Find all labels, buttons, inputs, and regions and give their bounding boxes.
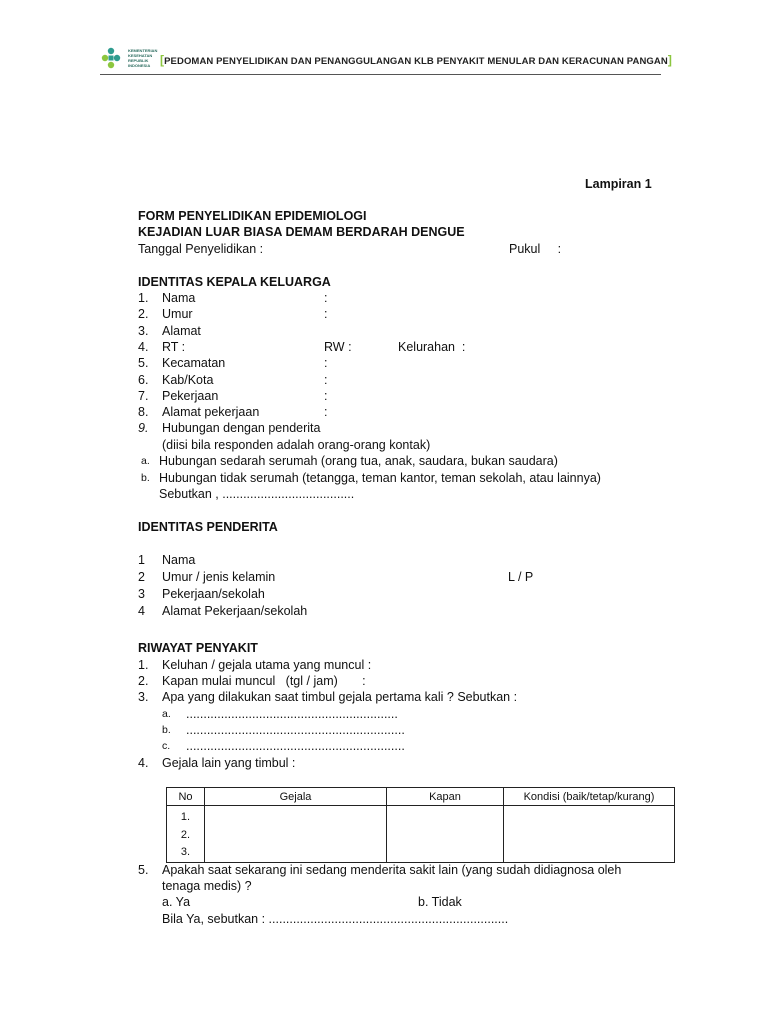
header-title (160, 53, 672, 67)
list-item-num: 5. (138, 863, 149, 877)
list-item-label: Pekerjaan (162, 389, 219, 403)
list-item-num: 4 (138, 604, 145, 618)
header-title-text: PEDOMAN PENYELIDIKAN DAN PENANGGULANGAN KLB PENYAKIT MENULAR DAN KERACUNAN PANGAN (164, 56, 668, 67)
table-header-no: No (167, 788, 205, 806)
table-header-kapan: Kapan (387, 788, 504, 806)
option-tidak: b. Tidak (418, 895, 462, 909)
list-item-colon: : (324, 405, 328, 419)
table-header-row (167, 788, 675, 806)
table-cell-no (167, 806, 205, 863)
list-item-label: Keluhan / gejala utama yang muncul : (162, 658, 372, 672)
table-header-kondisi: Kondisi (baik/tetap/kurang) (504, 788, 675, 806)
list-item-num: 7. (138, 389, 149, 403)
list-item-label: Kab/Kota (162, 373, 214, 387)
list-item-colon: : (324, 356, 328, 370)
list-item-label: Umur / jenis kelamin (162, 570, 276, 584)
list-item-colon: : (324, 389, 328, 403)
logo-text: KEMENTERIAN KESEHATAN REPUBLIK INDONESIA (128, 48, 158, 68)
form-title-1: FORM PENYELIDIKAN EPIDEMIOLOGI (138, 209, 367, 223)
sub-dots: ............................................................... (186, 723, 405, 737)
list-item-label: Umur (162, 307, 193, 321)
bracket-close: ] (667, 53, 672, 67)
form-title-2: KEJADIAN LUAR BIASA DEMAM BERDARAH DENGUE (138, 225, 465, 239)
list-item-num: 6. (138, 373, 149, 387)
sub-letter: c. (162, 740, 171, 752)
list-item-label: Kecamatan (162, 356, 226, 370)
list-item-num: 1 (138, 553, 145, 567)
sub-b-num: b. (141, 472, 150, 484)
list-item-num: 2. (138, 674, 149, 688)
list-item-label: Alamat (162, 324, 201, 338)
list-item-num: 4. (138, 340, 149, 354)
pukul-label: Pukul : (509, 242, 562, 256)
list-item-num: 5. (138, 356, 149, 370)
list-item-num: 3. (138, 324, 149, 338)
kepala-heading: IDENTITAS KEPALA KELUARGA (138, 275, 331, 289)
list-item-label: Gejala lain yang timbul : (162, 756, 296, 770)
list-item-num: 4. (138, 756, 149, 770)
table-cell-kondisi[interactable] (504, 806, 675, 863)
list-item-colon: : (324, 373, 328, 387)
table-cell-kapan[interactable] (387, 806, 504, 863)
list-item-colon: : (324, 307, 328, 321)
list-item-num: 2. (138, 307, 149, 321)
penderita-heading: IDENTITAS PENDERITA (138, 520, 278, 534)
sub-dots: ............................................................... (186, 739, 405, 753)
table-header-gejala: Gejala (205, 788, 387, 806)
tanggal-label: Tanggal Penyelidikan : (138, 242, 264, 256)
bila-ya-line: Bila Ya, sebutkan : ..................................................................... (162, 912, 509, 926)
sebutkan-line: Sebutkan , ...................................... (159, 487, 355, 501)
header-divider (100, 74, 661, 75)
list-item-num: 2 (138, 570, 145, 584)
list-item-label: Nama (162, 291, 196, 305)
sub-letter: b. (162, 724, 171, 736)
sub-b-text: Hubungan tidak serumah (tetangga, teman kantor, teman sekolah, atau lainnya) (159, 471, 601, 485)
list-item-label: Hubungan dengan penderita (162, 421, 321, 435)
list-item-label: Alamat pekerjaan (162, 405, 260, 419)
list-item-num: 1. (138, 658, 149, 672)
kontak-note: (diisi bila responden adalah orang-orang kontak) (162, 438, 431, 452)
list-item-label: Pekerjaan/sekolah (162, 587, 265, 601)
list-item-num: 8. (138, 405, 149, 419)
sub-dots: ............................................................. (186, 707, 398, 721)
row-number: 2. (180, 828, 191, 841)
lampiran-label: Lampiran 1 (585, 177, 652, 191)
rw-label: RW : (324, 340, 352, 354)
riwayat-heading: RIWAYAT PENYAKIT (138, 641, 258, 655)
row-number: 1. (180, 811, 191, 823)
list-item-num: 3. (138, 690, 149, 704)
bracket-open: [ (160, 53, 165, 67)
table-row (167, 806, 675, 863)
list-item-label: Apa yang dilakukan saat timbul gejala pertama kali ? Sebutkan : (162, 690, 518, 704)
option-ya: a. Ya (162, 895, 191, 909)
sub-letter: a. (162, 708, 171, 720)
list-item-num: 1. (138, 291, 149, 305)
list-item-label: Alamat Pekerjaan/sekolah (162, 604, 308, 618)
item5-line1: Apakah saat sekarang ini sedang menderita sakit lain (yang sudah didiagnosa oleh (162, 863, 622, 877)
sub-a-num: a. (141, 455, 150, 467)
kelurahan-label: Kelurahan : (398, 340, 466, 354)
gender-options: L / P (508, 570, 534, 584)
row-number: 3. (180, 846, 191, 858)
list-item-label: RT : (162, 340, 186, 354)
gejala-table (166, 787, 675, 863)
list-item-num: 3 (138, 587, 145, 601)
table-cell-gejala[interactable] (205, 806, 387, 863)
item5-line2: tenaga medis) ? (162, 879, 252, 893)
sub-a-text: Hubungan sedarah serumah (orang tua, anak, saudara, bukan saudara) (159, 454, 558, 468)
list-item-label: Kapan mulai muncul (tgl / jam) : (162, 674, 366, 688)
list-item-num: 9. (138, 421, 149, 435)
list-item-label: Nama (162, 553, 196, 567)
list-item-colon: : (324, 291, 328, 305)
